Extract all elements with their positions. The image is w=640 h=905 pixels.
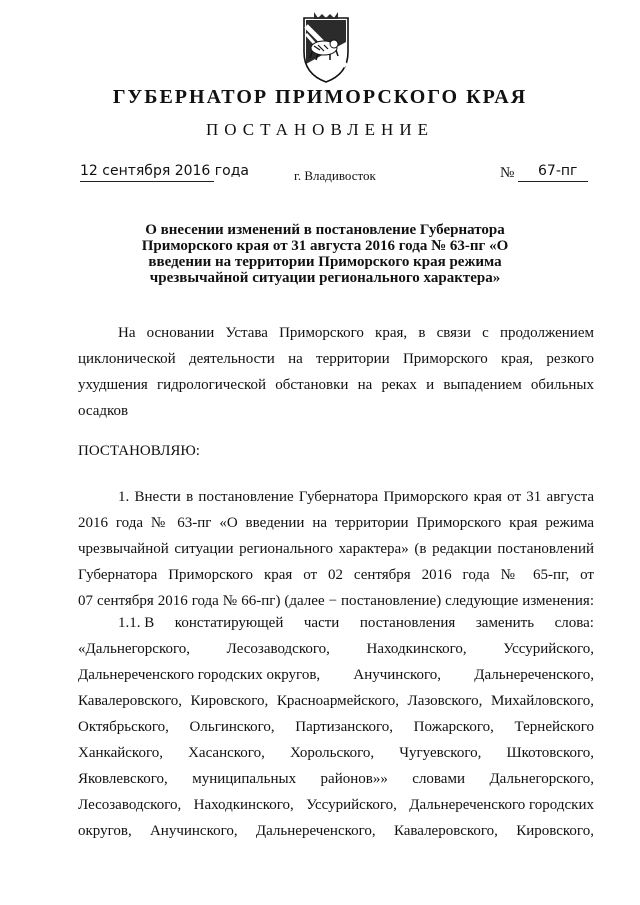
- item11-word: муниципальных: [192, 771, 297, 787]
- item11-word: Михайловского,: [490, 693, 594, 709]
- preamble-line: циклонической деятельности на территории Приморского края, резкого: [78, 351, 594, 367]
- preamble-line: осадков: [78, 403, 129, 419]
- item11-word: слова:: [554, 615, 594, 631]
- item11-word: Пожарского,: [413, 719, 494, 735]
- document-city: г. Владивосток: [294, 168, 376, 183]
- item1-line: 2016 года № 63-пг «О введении на территории Приморского края режима: [78, 515, 594, 531]
- item1-line: 1. Внести в постановление Губернатора Приморского края от 31 августа: [118, 489, 594, 505]
- item11-word: «Дальнегорского,: [78, 641, 191, 657]
- item11-word: Дальнереченского,: [255, 823, 376, 839]
- item11-line: [78, 641, 594, 658]
- item1-line: Губернатора Приморского края от 02 сентября 2016 года № 65-пг, от: [78, 567, 594, 583]
- item11-word: 1.1. В: [118, 615, 155, 631]
- item11-word: Яковлевского,: [78, 771, 168, 787]
- decree-word: ПОСТАНОВЛЯЮ:: [78, 443, 200, 459]
- number-underline: [518, 181, 588, 182]
- item11-word: Лесозаводского,: [78, 797, 182, 813]
- item11-word: части: [303, 615, 340, 631]
- item11-line: [78, 745, 594, 762]
- item11-word: Чугуевского,: [399, 745, 482, 761]
- item11-word: Уссурийского,: [306, 797, 397, 813]
- item11-word: округов,: [78, 823, 132, 839]
- item11-word: Лесозаводского,: [226, 641, 330, 657]
- item1: [78, 510, 594, 614]
- item11-word: Уссурийского,: [503, 641, 594, 657]
- item11-word: Ханкайского,: [78, 745, 163, 761]
- coat-of-arms-icon: [294, 12, 358, 84]
- document-date: 12 сентября 2016 года: [80, 163, 249, 179]
- item11-line: [78, 719, 594, 736]
- item11-word: Шкотовского,: [506, 745, 594, 761]
- item11-word: Хасанского,: [188, 745, 265, 761]
- document-type: ПОСТАНОВЛЕНИЕ: [205, 120, 434, 139]
- item11-line: [78, 771, 594, 788]
- item11-line: [78, 823, 594, 840]
- item1-first-line: [118, 484, 594, 510]
- item11-word: Красноармейского,: [276, 693, 399, 709]
- heading-line: введении на территории Приморского края режима: [148, 254, 502, 270]
- page-title: ГУБЕРНАТОР ПРИМОРСКОГО КРАЯ: [112, 86, 528, 108]
- item11-word: районов»»: [320, 771, 388, 787]
- item11-word: Дальнереченского городских: [409, 797, 594, 813]
- item11-word: констатирующей: [174, 615, 284, 631]
- item11-word: Анучинского,: [149, 823, 238, 839]
- item11-word: Кировского,: [190, 693, 269, 709]
- item11-word: словами: [412, 771, 465, 787]
- preamble: [78, 346, 594, 424]
- number-label: №: [500, 165, 515, 181]
- item11-word: Ольгинского,: [189, 719, 275, 735]
- item11-word: Лазовского,: [407, 693, 483, 709]
- item11-line: [78, 797, 594, 814]
- document-number: 67-пг: [538, 163, 578, 179]
- item11-word: заменить: [475, 615, 535, 631]
- item11-word: Тернейского: [514, 719, 594, 735]
- item11-word: Анучинского,: [353, 667, 442, 683]
- item11-word: Дальнереченского городских округов,: [78, 667, 321, 683]
- item11-word: Партизанского,: [295, 719, 393, 735]
- preamble-first-line: [118, 320, 594, 346]
- item11-word: Кавалеровского,: [393, 823, 498, 839]
- heading-line: чрезвычайной ситуации регионального характера»: [149, 270, 501, 286]
- item1-line: чрезвычайной ситуации регионального характера» (в редакции постановлений: [78, 541, 594, 557]
- item11-word: Октябрьского,: [78, 719, 169, 735]
- item11-line: [78, 667, 594, 684]
- item11-word: Дальнегорского,: [489, 771, 594, 787]
- item11-word: постановления: [359, 615, 456, 631]
- date-underline: [80, 181, 214, 182]
- preamble-line: ухудшения гидрологической обстановки на реках и выпадением обильных: [78, 377, 594, 393]
- item11-word: Кировского,: [516, 823, 594, 839]
- item11-line: [118, 615, 594, 632]
- preamble-line: На основании Устава Приморского края, в связи с продолжением: [118, 325, 594, 341]
- item11-word: Находкинского,: [193, 797, 294, 813]
- document-heading: [140, 222, 510, 286]
- item11-word: Находкинского,: [366, 641, 467, 657]
- heading-line: О внесении изменений в постановление Губернатора: [145, 222, 505, 238]
- heading-line: Приморского края от 31 августа 2016 года № 63-пг «О: [141, 238, 509, 254]
- item11-word: Кавалеровского,: [78, 693, 182, 709]
- item11-word: Хорольского,: [289, 745, 375, 761]
- item11-line: [78, 693, 594, 710]
- item11-word: Дальнереченского,: [474, 667, 594, 683]
- item1-line: 07 сентября 2016 года № 66-пг) (далее − постановление) следующие изменения:: [78, 593, 594, 609]
